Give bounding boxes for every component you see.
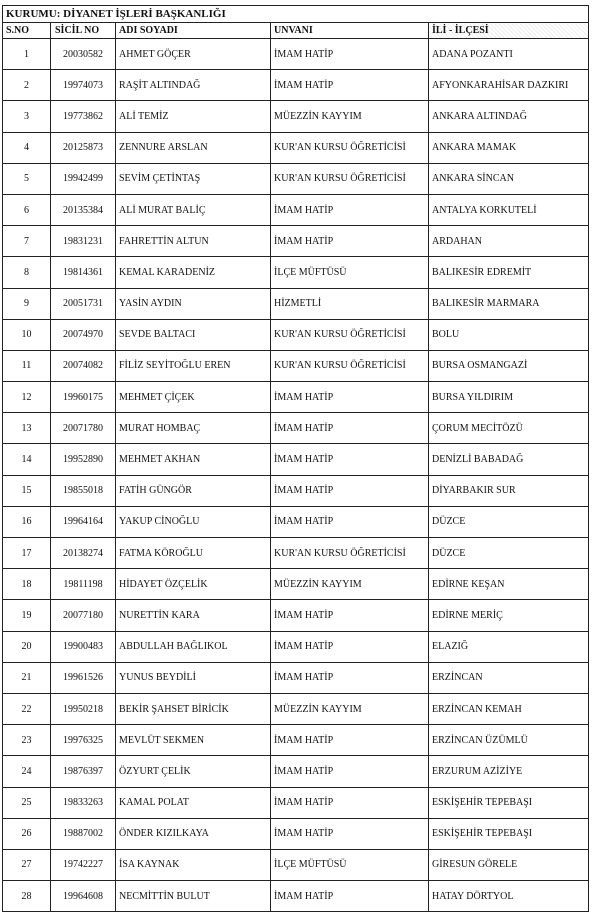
cell-sno: 17 xyxy=(3,538,51,569)
cell-sno: 7 xyxy=(3,226,51,257)
cell-location: ERZURUM AZİZİYE xyxy=(429,756,589,787)
table-row xyxy=(3,475,589,506)
cell-name: AHMET GÖÇER xyxy=(116,39,271,70)
table-row xyxy=(3,787,589,818)
cell-location: BOLU xyxy=(429,319,589,350)
cell-sno: 20 xyxy=(3,631,51,662)
table-row xyxy=(3,569,589,600)
cell-sno: 22 xyxy=(3,693,51,724)
table-row xyxy=(3,257,589,288)
cell-location: ESKİŞEHİR TEPEBAŞI xyxy=(429,818,589,849)
cell-title: KUR'AN KURSU ÖĞRETİCİSİ xyxy=(271,319,429,350)
table-row xyxy=(3,818,589,849)
institution-title: KURUMU: DİYANET İŞLERİ BAŞKANLIĞI xyxy=(2,5,589,22)
cell-title: MÜEZZİN KAYYIM xyxy=(271,693,429,724)
cell-name: KAMAL POLAT xyxy=(116,787,271,818)
cell-location: ANKARA ALTINDAĞ xyxy=(429,101,589,132)
table-row xyxy=(3,163,589,194)
table-row xyxy=(3,194,589,225)
cell-title: HİZMETLİ xyxy=(271,288,429,319)
cell-sicil: 19942499 xyxy=(51,163,116,194)
cell-location: ELAZIĞ xyxy=(429,631,589,662)
cell-location: BALIKESİR EDREMİT xyxy=(429,257,589,288)
cell-sicil: 19964164 xyxy=(51,506,116,537)
cell-name: BEKİR ŞAHSET BİRİCİK xyxy=(116,693,271,724)
cell-title: İMAM HATİP xyxy=(271,818,429,849)
cell-title: İMAM HATİP xyxy=(271,756,429,787)
cell-sno: 5 xyxy=(3,163,51,194)
table-row xyxy=(3,413,589,444)
table-row xyxy=(3,288,589,319)
cell-sicil: 19814361 xyxy=(51,257,116,288)
cell-name: MEHMET ÇİÇEK xyxy=(116,382,271,413)
cell-sno: 9 xyxy=(3,288,51,319)
cell-title: KUR'AN KURSU ÖĞRETİCİSİ xyxy=(271,132,429,163)
cell-name: İSA KAYNAK xyxy=(116,849,271,880)
cell-sicil: 19831231 xyxy=(51,226,116,257)
cell-title: İMAM HATİP xyxy=(271,444,429,475)
cell-title: İMAM HATİP xyxy=(271,226,429,257)
cell-location: ANKARA SİNCAN xyxy=(429,163,589,194)
cell-name: NECMİTTİN BULUT xyxy=(116,881,271,912)
cell-title: İMAM HATİP xyxy=(271,70,429,101)
cell-sicil: 19887002 xyxy=(51,818,116,849)
cell-title: İMAM HATİP xyxy=(271,475,429,506)
cell-sicil: 19900483 xyxy=(51,631,116,662)
table-row xyxy=(3,725,589,756)
cell-location: ERZİNCAN KEMAH xyxy=(429,693,589,724)
cell-location: EDİRNE MERİÇ xyxy=(429,600,589,631)
cell-location: ANKARA MAMAK xyxy=(429,132,589,163)
cell-name: ZENNURE ARSLAN xyxy=(116,132,271,163)
cell-name: NURETTİN KARA xyxy=(116,600,271,631)
cell-sno: 6 xyxy=(3,194,51,225)
table-row xyxy=(3,881,589,912)
cell-sicil: 20074970 xyxy=(51,319,116,350)
cell-title: MÜEZZİN KAYYIM xyxy=(271,101,429,132)
header-sicil: SİCİL NO xyxy=(51,23,116,39)
cell-title: KUR'AN KURSU ÖĞRETİCİSİ xyxy=(271,350,429,381)
cell-location: DİYARBAKIR SUR xyxy=(429,475,589,506)
cell-location: BURSA YILDIRIM xyxy=(429,382,589,413)
cell-name: FATMA KÖROĞLU xyxy=(116,538,271,569)
cell-title: İLÇE MÜFTÜSÜ xyxy=(271,849,429,880)
cell-sicil: 19964608 xyxy=(51,881,116,912)
cell-location: ANTALYA KORKUTELİ xyxy=(429,194,589,225)
table-row xyxy=(3,101,589,132)
table-row xyxy=(3,226,589,257)
cell-sno: 18 xyxy=(3,569,51,600)
table-row xyxy=(3,538,589,569)
cell-name: HİDAYET ÖZÇELİK xyxy=(116,569,271,600)
cell-title: İMAM HATİP xyxy=(271,787,429,818)
table-row xyxy=(3,70,589,101)
cell-name: RAŞİT ALTINDAĞ xyxy=(116,70,271,101)
cell-name: SEVDE BALTACI xyxy=(116,319,271,350)
cell-sicil: 19855018 xyxy=(51,475,116,506)
table-row xyxy=(3,849,589,880)
table-row xyxy=(3,382,589,413)
table-row xyxy=(3,631,589,662)
cell-sno: 16 xyxy=(3,506,51,537)
cell-name: FİLİZ SEYİTOĞLU EREN xyxy=(116,350,271,381)
table-row xyxy=(3,319,589,350)
cell-sicil: 20051731 xyxy=(51,288,116,319)
cell-sicil: 19876397 xyxy=(51,756,116,787)
cell-sno: 28 xyxy=(3,881,51,912)
cell-sicil: 20030582 xyxy=(51,39,116,70)
cell-sno: 21 xyxy=(3,662,51,693)
cell-sno: 14 xyxy=(3,444,51,475)
cell-sicil: 19833263 xyxy=(51,787,116,818)
cell-name: KEMAL KARADENİZ xyxy=(116,257,271,288)
cell-location: GİRESUN GÖRELE xyxy=(429,849,589,880)
cell-sicil: 20077180 xyxy=(51,600,116,631)
cell-sno: 11 xyxy=(3,350,51,381)
cell-sno: 13 xyxy=(3,413,51,444)
table-row xyxy=(3,693,589,724)
cell-title: İMAM HATİP xyxy=(271,881,429,912)
personnel-table xyxy=(2,22,589,912)
header-name: ADI SOYADI xyxy=(116,23,271,39)
cell-title: İMAM HATİP xyxy=(271,413,429,444)
cell-sicil: 20138274 xyxy=(51,538,116,569)
cell-location: DENİZLİ BABADAĞ xyxy=(429,444,589,475)
cell-sicil: 19811198 xyxy=(51,569,116,600)
cell-location: DÜZCE xyxy=(429,506,589,537)
document-page xyxy=(2,5,589,912)
cell-sicil: 20074082 xyxy=(51,350,116,381)
cell-title: KUR'AN KURSU ÖĞRETİCİSİ xyxy=(271,163,429,194)
cell-name: YASİN AYDIN xyxy=(116,288,271,319)
cell-name: YUNUS BEYDİLİ xyxy=(116,662,271,693)
cell-name: ALİ TEMİZ xyxy=(116,101,271,132)
table-row xyxy=(3,39,589,70)
table-row xyxy=(3,506,589,537)
header-location: İLİ - İLÇESİ xyxy=(429,23,589,39)
cell-sicil: 19742227 xyxy=(51,849,116,880)
cell-title: İMAM HATİP xyxy=(271,725,429,756)
cell-sicil: 19976325 xyxy=(51,725,116,756)
cell-location: ARDAHAN xyxy=(429,226,589,257)
cell-name: MEVLÜT SEKMEN xyxy=(116,725,271,756)
cell-location: BURSA OSMANGAZİ xyxy=(429,350,589,381)
cell-name: ÖZYURT ÇELİK xyxy=(116,756,271,787)
cell-title: İLÇE MÜFTÜSÜ xyxy=(271,257,429,288)
cell-location: ERZİNCAN xyxy=(429,662,589,693)
cell-sno: 26 xyxy=(3,818,51,849)
cell-location: BALIKESİR MARMARA xyxy=(429,288,589,319)
cell-name: FAHRETTİN ALTUN xyxy=(116,226,271,257)
cell-sicil: 20071780 xyxy=(51,413,116,444)
cell-sno: 12 xyxy=(3,382,51,413)
cell-sno: 19 xyxy=(3,600,51,631)
cell-sno: 10 xyxy=(3,319,51,350)
cell-title: MÜEZZİN KAYYIM xyxy=(271,569,429,600)
table-row xyxy=(3,662,589,693)
cell-sno: 3 xyxy=(3,101,51,132)
cell-title: İMAM HATİP xyxy=(271,631,429,662)
cell-name: ÖNDER KIZILKAYA xyxy=(116,818,271,849)
cell-title: İMAM HATİP xyxy=(271,600,429,631)
table-row xyxy=(3,444,589,475)
cell-title: İMAM HATİP xyxy=(271,39,429,70)
cell-sno: 1 xyxy=(3,39,51,70)
table-row xyxy=(3,600,589,631)
cell-title: İMAM HATİP xyxy=(271,506,429,537)
cell-title: İMAM HATİP xyxy=(271,662,429,693)
cell-location: HATAY DÖRTYOL xyxy=(429,881,589,912)
cell-name: MEHMET AKHAN xyxy=(116,444,271,475)
cell-title: KUR'AN KURSU ÖĞRETİCİSİ xyxy=(271,538,429,569)
table-header-row xyxy=(3,23,589,39)
table-row xyxy=(3,132,589,163)
header-sno: S.NO xyxy=(3,23,51,39)
cell-location: EDİRNE KEŞAN xyxy=(429,569,589,600)
cell-location: ESKİŞEHİR TEPEBAŞI xyxy=(429,787,589,818)
cell-sno: 15 xyxy=(3,475,51,506)
cell-sicil: 19961526 xyxy=(51,662,116,693)
cell-title: İMAM HATİP xyxy=(271,194,429,225)
cell-location: DÜZCE xyxy=(429,538,589,569)
cell-sicil: 20135384 xyxy=(51,194,116,225)
table-body xyxy=(3,39,589,912)
cell-sicil: 20125873 xyxy=(51,132,116,163)
cell-name: SEVİM ÇETİNTAŞ xyxy=(116,163,271,194)
header-title: UNVANI xyxy=(271,23,429,39)
cell-sno: 23 xyxy=(3,725,51,756)
cell-location: ÇORUM MECİTÖZÜ xyxy=(429,413,589,444)
cell-name: ABDULLAH BAĞLIKOL xyxy=(116,631,271,662)
table-row xyxy=(3,756,589,787)
cell-sno: 25 xyxy=(3,787,51,818)
table-row xyxy=(3,350,589,381)
cell-sicil: 19773862 xyxy=(51,101,116,132)
cell-location: AFYONKARAHİSAR DAZKIRI xyxy=(429,70,589,101)
cell-sno: 2 xyxy=(3,70,51,101)
cell-sicil: 19960175 xyxy=(51,382,116,413)
cell-name: FATİH GÜNGÖR xyxy=(116,475,271,506)
cell-name: YAKUP CİNOĞLU xyxy=(116,506,271,537)
cell-sicil: 19974073 xyxy=(51,70,116,101)
cell-sno: 24 xyxy=(3,756,51,787)
cell-sicil: 19952890 xyxy=(51,444,116,475)
cell-sno: 4 xyxy=(3,132,51,163)
cell-sno: 27 xyxy=(3,849,51,880)
cell-name: ALİ MURAT BALİÇ xyxy=(116,194,271,225)
cell-name: MURAT HOMBAÇ xyxy=(116,413,271,444)
cell-location: ADANA POZANTI xyxy=(429,39,589,70)
cell-sicil: 19950218 xyxy=(51,693,116,724)
cell-title: İMAM HATİP xyxy=(271,382,429,413)
cell-location: ERZİNCAN ÜZÜMLÜ xyxy=(429,725,589,756)
cell-sno: 8 xyxy=(3,257,51,288)
